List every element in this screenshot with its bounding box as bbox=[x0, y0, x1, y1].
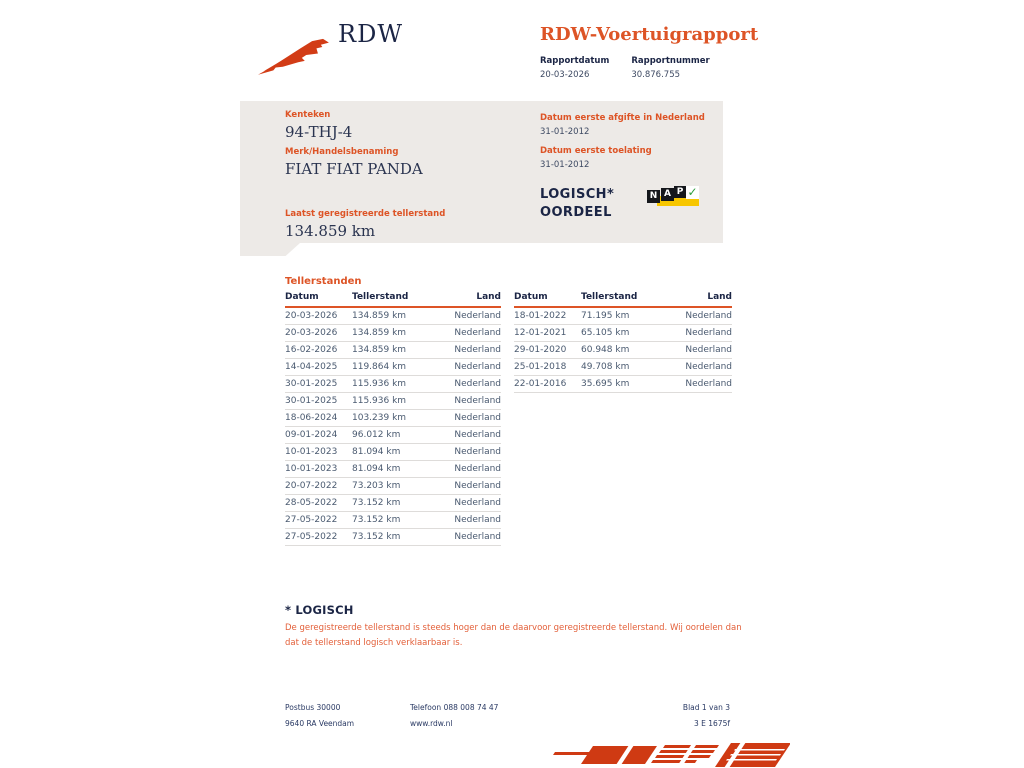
table-cell: 73.152 km bbox=[352, 529, 392, 546]
report-number-label: Rapportnummer bbox=[631, 56, 710, 66]
nap-letter-a: A bbox=[661, 188, 674, 201]
nap-letter-p: P bbox=[674, 186, 686, 198]
table-cell: 96.012 km bbox=[352, 427, 392, 444]
table-cell: 25-01-2018 bbox=[514, 359, 581, 376]
table-cell: 29-01-2020 bbox=[514, 342, 581, 359]
table-cell: Nederland bbox=[392, 427, 501, 444]
table-row bbox=[285, 325, 501, 342]
nap-letter-n: N bbox=[647, 190, 660, 203]
table-cell: Nederland bbox=[392, 376, 501, 393]
table-row bbox=[285, 444, 501, 461]
table-cell: 20-03-2026 bbox=[285, 307, 352, 325]
rdw-bird-logo bbox=[258, 32, 334, 78]
table-cell: 60.948 km bbox=[581, 342, 624, 359]
table-cell: Nederland bbox=[392, 342, 501, 359]
table-cell: 134.859 km bbox=[352, 342, 392, 359]
oordeel-line1: LOGISCH* bbox=[540, 187, 615, 202]
eerste-afgifte-value: 31-01-2012 bbox=[540, 127, 590, 137]
summary-panel-tab bbox=[240, 243, 300, 256]
table-cell: 30-01-2025 bbox=[285, 376, 352, 393]
table-cell: 35.695 km bbox=[581, 376, 624, 393]
table-row bbox=[285, 427, 501, 444]
report-date-field bbox=[540, 56, 609, 80]
table-cell: 18-01-2022 bbox=[514, 307, 581, 325]
oordeel-line2: OORDEEL bbox=[540, 205, 612, 220]
table-cell: 18-06-2024 bbox=[285, 410, 352, 427]
table-row bbox=[514, 307, 732, 325]
kenteken-value: 94-THJ-4 bbox=[285, 123, 353, 141]
table-cell: Nederland bbox=[392, 512, 501, 529]
tellerstand-label: Laatst geregistreerde tellerstand bbox=[285, 209, 446, 219]
report-title: RDW-Voertuigrapport bbox=[540, 24, 759, 45]
footer-contact bbox=[410, 700, 498, 732]
table-cell: 20-07-2022 bbox=[285, 478, 352, 495]
table-cell: Nederland bbox=[392, 444, 501, 461]
oordeel-text bbox=[540, 186, 614, 222]
nap-logo-icon bbox=[647, 185, 699, 209]
table-cell: Nederland bbox=[624, 325, 732, 342]
table-row bbox=[285, 529, 501, 546]
footer-website: www.rdw.nl bbox=[410, 719, 453, 728]
table-row bbox=[514, 325, 732, 342]
table-cell: 119.864 km bbox=[352, 359, 392, 376]
report-number-field bbox=[631, 56, 709, 80]
footer-form-code: 3 E 1675f bbox=[693, 719, 730, 728]
table-row bbox=[514, 342, 732, 359]
tellerstand-field bbox=[285, 209, 445, 240]
column-header-datum: Datum bbox=[514, 290, 581, 307]
report-date-value: 20-03-2026 bbox=[540, 70, 590, 80]
table-row bbox=[285, 410, 501, 427]
eerste-toelating-field bbox=[540, 146, 652, 170]
table-cell: 22-01-2016 bbox=[514, 376, 581, 393]
tellerstanden-table-left bbox=[285, 290, 501, 546]
footer-address-line1: Postbus 30000 bbox=[285, 703, 341, 712]
table-row bbox=[285, 307, 501, 325]
table-cell: 09-01-2024 bbox=[285, 427, 352, 444]
kenteken-label: Kenteken bbox=[285, 110, 331, 120]
table-row bbox=[285, 359, 501, 376]
table-cell: Nederland bbox=[392, 393, 501, 410]
table-row bbox=[285, 342, 501, 359]
table-row bbox=[514, 376, 732, 393]
table-cell: 30-01-2025 bbox=[285, 393, 352, 410]
table-cell: 49.708 km bbox=[581, 359, 624, 376]
table-cell: 20-03-2026 bbox=[285, 325, 352, 342]
table-cell: 81.094 km bbox=[352, 444, 392, 461]
report-number-value: 30.876.755 bbox=[631, 70, 681, 80]
nap-check-icon: ✓ bbox=[687, 185, 698, 199]
column-header-tellerstand: Tellerstand bbox=[352, 290, 392, 307]
report-date-label: Rapportdatum bbox=[540, 56, 610, 66]
report-meta bbox=[540, 56, 732, 80]
eerste-toelating-value: 31-01-2012 bbox=[540, 160, 590, 170]
table-cell: 115.936 km bbox=[352, 376, 392, 393]
eerste-afgifte-field bbox=[540, 113, 705, 137]
table-cell: Nederland bbox=[392, 325, 501, 342]
merk-label: Merk/Handelsbenaming bbox=[285, 147, 399, 157]
table-cell: 134.859 km bbox=[352, 325, 392, 342]
table-cell: Nederland bbox=[392, 478, 501, 495]
eerste-toelating-label: Datum eerste toelating bbox=[540, 146, 652, 156]
rdw-logo-text: RDW bbox=[338, 20, 403, 48]
table-cell: 65.105 km bbox=[581, 325, 624, 342]
table-cell: Nederland bbox=[392, 307, 501, 325]
column-header-land: Land bbox=[392, 290, 501, 307]
table-header-row bbox=[285, 290, 501, 307]
table-cell: 73.203 km bbox=[352, 478, 392, 495]
column-header-land: Land bbox=[624, 290, 732, 307]
table-cell: 12-01-2021 bbox=[514, 325, 581, 342]
column-header-tellerstand: Tellerstand bbox=[581, 290, 624, 307]
table-cell: 14-04-2025 bbox=[285, 359, 352, 376]
footer-address bbox=[285, 700, 354, 732]
merk-field bbox=[285, 147, 423, 178]
table-cell: 27-05-2022 bbox=[285, 529, 352, 546]
table-row bbox=[514, 359, 732, 376]
logisch-explanation-text: De geregistreerde tellerstand is steeds hoger dan de daarvoor geregistreerde tellerstand. Wij oordelen dan dat de tellerstand logisch verklaarbaar is. bbox=[285, 623, 742, 648]
table-cell: Nederland bbox=[392, 461, 501, 478]
kenteken-field bbox=[285, 110, 352, 141]
table-cell: 28-05-2022 bbox=[285, 495, 352, 512]
table-cell: Nederland bbox=[392, 529, 501, 546]
table-cell: 27-05-2022 bbox=[285, 512, 352, 529]
column-header-datum: Datum bbox=[285, 290, 352, 307]
table-cell: Nederland bbox=[624, 359, 732, 376]
table-cell: 134.859 km bbox=[352, 307, 392, 325]
table-cell: Nederland bbox=[392, 495, 501, 512]
table-cell: 103.239 km bbox=[352, 410, 392, 427]
footer-pagination bbox=[620, 700, 730, 732]
table-row bbox=[285, 478, 501, 495]
tellerstanden-table-right bbox=[514, 290, 732, 393]
wing-stripes-icon bbox=[545, 742, 790, 768]
table-header-row bbox=[514, 290, 732, 307]
table-cell: 115.936 km bbox=[352, 393, 392, 410]
footer-phone: Telefoon 088 008 74 47 bbox=[410, 703, 499, 712]
footer-page-number: Blad 1 van 3 bbox=[682, 703, 730, 712]
table-cell: Nederland bbox=[624, 342, 732, 359]
table-cell: 10-01-2023 bbox=[285, 461, 352, 478]
logisch-explanation-heading: * LOGISCH bbox=[285, 603, 354, 617]
table-cell: Nederland bbox=[624, 376, 732, 393]
table-cell: Nederland bbox=[392, 410, 501, 427]
table-row bbox=[285, 512, 501, 529]
footer-address-line2: 9640 RA Veendam bbox=[285, 719, 355, 728]
table-row bbox=[285, 376, 501, 393]
tellerstand-value: 134.859 km bbox=[285, 222, 376, 240]
eerste-afgifte-label: Datum eerste afgifte in Nederland bbox=[540, 113, 705, 123]
table-row bbox=[285, 393, 501, 410]
table-row bbox=[285, 461, 501, 478]
table-cell: Nederland bbox=[624, 307, 732, 325]
table-cell: Nederland bbox=[392, 359, 501, 376]
table-row bbox=[285, 495, 501, 512]
tellerstanden-heading: Tellerstanden bbox=[285, 276, 362, 287]
table-cell: 73.152 km bbox=[352, 495, 392, 512]
table-cell: 10-01-2023 bbox=[285, 444, 352, 461]
table-cell: 16-02-2026 bbox=[285, 342, 352, 359]
table-cell: 73.152 km bbox=[352, 512, 392, 529]
table-cell: 71.195 km bbox=[581, 307, 624, 325]
merk-value: FIAT FIAT PANDA bbox=[285, 160, 423, 178]
table-cell: 81.094 km bbox=[352, 461, 392, 478]
